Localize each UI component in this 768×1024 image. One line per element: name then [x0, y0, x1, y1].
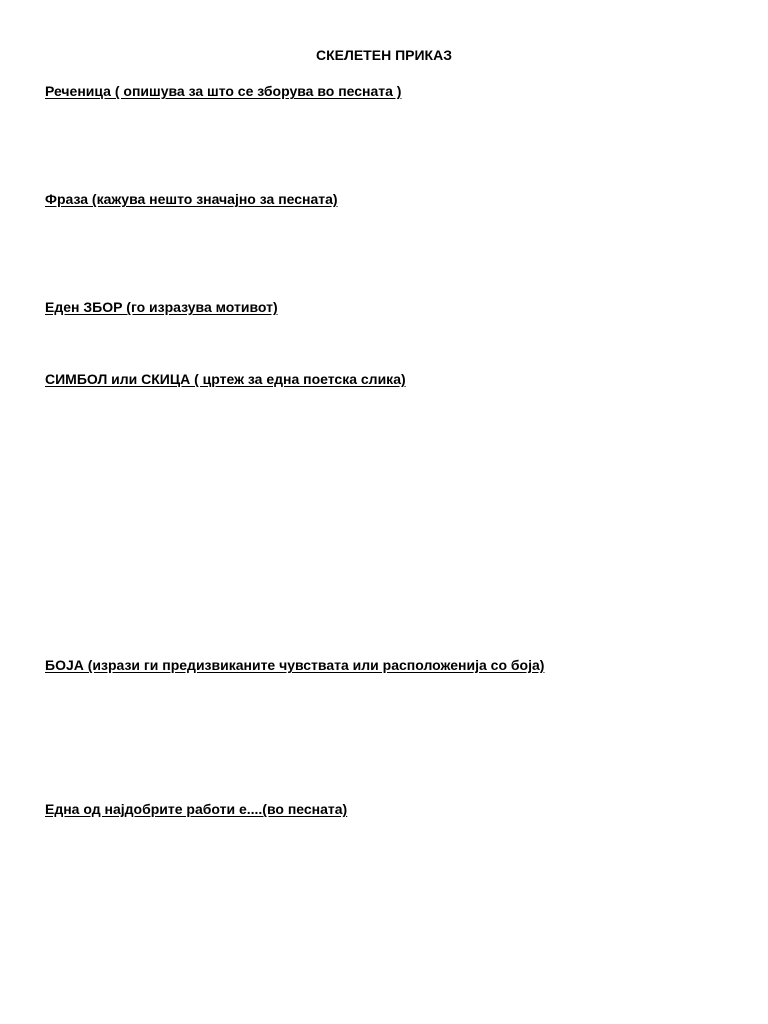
section-heading-phrase: Фраза (кажува нешто значајно за песната): [45, 191, 338, 207]
section-heading-best-thing: Една од најдобрите работи е....(во песната): [45, 801, 348, 817]
page-title: СКЕЛЕТЕН ПРИКАЗ: [316, 47, 452, 63]
section-heading-color: БОЈА (изрази ги предизвиканите чувствата или расположенија со боја): [45, 657, 545, 673]
section-heading-symbol-sketch: СИМБОЛ или СКИЦА ( цртеж за една поетска слика): [45, 371, 406, 387]
section-heading-one-word: Еден ЗБОР (го изразува мотивот): [45, 299, 278, 315]
section-heading-sentence: Реченица ( опишува за што се зборува во песната ): [45, 83, 402, 99]
